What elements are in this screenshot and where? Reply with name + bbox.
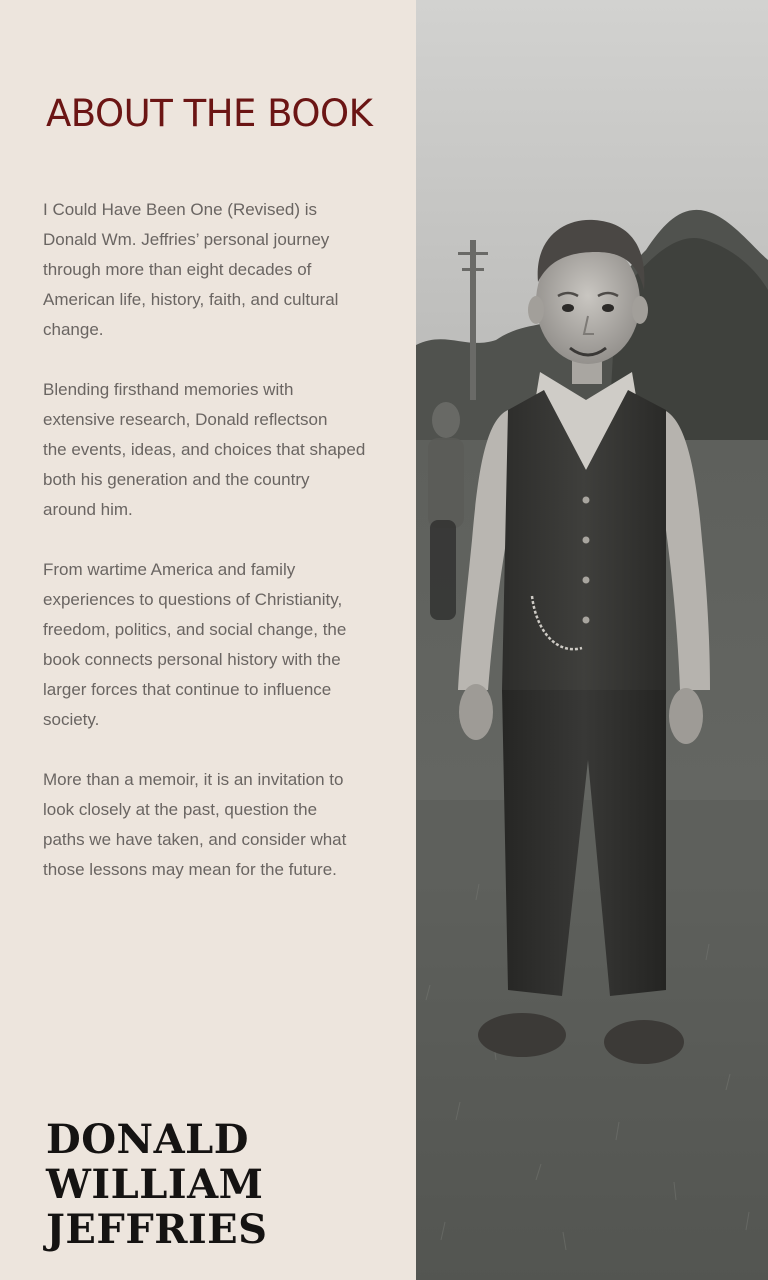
text-line: through more than eight decades of — [43, 260, 312, 279]
text-line: book connects personal history with the — [43, 650, 341, 669]
text-line: Donald Wm. Jeffries’ personal journey — [43, 230, 330, 249]
paragraph-2 — [43, 375, 393, 525]
text-line: the events, ideas, and choices that shaped — [43, 440, 366, 459]
paragraph-1 — [43, 195, 393, 345]
text-line: society. — [43, 710, 100, 729]
section-heading: ABOUT THE BOOK — [46, 92, 373, 135]
text-line: extensive research, Donald reflectson — [43, 410, 328, 429]
text-line: both his generation and the country — [43, 470, 310, 489]
text-line: change. — [43, 320, 104, 339]
text-line: Blending firsthand memories with — [43, 380, 294, 399]
paragraph-4 — [43, 765, 393, 885]
author-middle-name: WILLIAM — [46, 1161, 264, 1208]
photo-illustration — [416, 0, 768, 1280]
paragraph-3 — [43, 555, 393, 735]
text-line: American life, history, faith, and cultural — [43, 290, 339, 309]
text-line: look closely at the past, question the — [43, 800, 318, 819]
author-name — [46, 1117, 268, 1252]
text-line: larger forces that continue to influence — [43, 680, 332, 699]
text-line: freedom, politics, and social change, the — [43, 620, 347, 639]
text-line: From wartime America and family — [43, 560, 296, 579]
book-description — [43, 195, 393, 915]
author-first-name: DONALD — [46, 1116, 249, 1163]
text-line: experiences to questions of Christianity, — [43, 590, 343, 609]
text-line: around him. — [43, 500, 133, 519]
text-line: those lessons may mean for the future. — [43, 860, 337, 879]
text-line: I Could Have Been One (Revised) is — [43, 200, 318, 219]
text-line: paths we have taken, and consider what — [43, 830, 347, 849]
vintage-boy-photo — [416, 0, 768, 1280]
author-last-name: JEFFRIES — [46, 1206, 268, 1253]
text-line: More than a memoir, it is an invitation to — [43, 770, 344, 789]
